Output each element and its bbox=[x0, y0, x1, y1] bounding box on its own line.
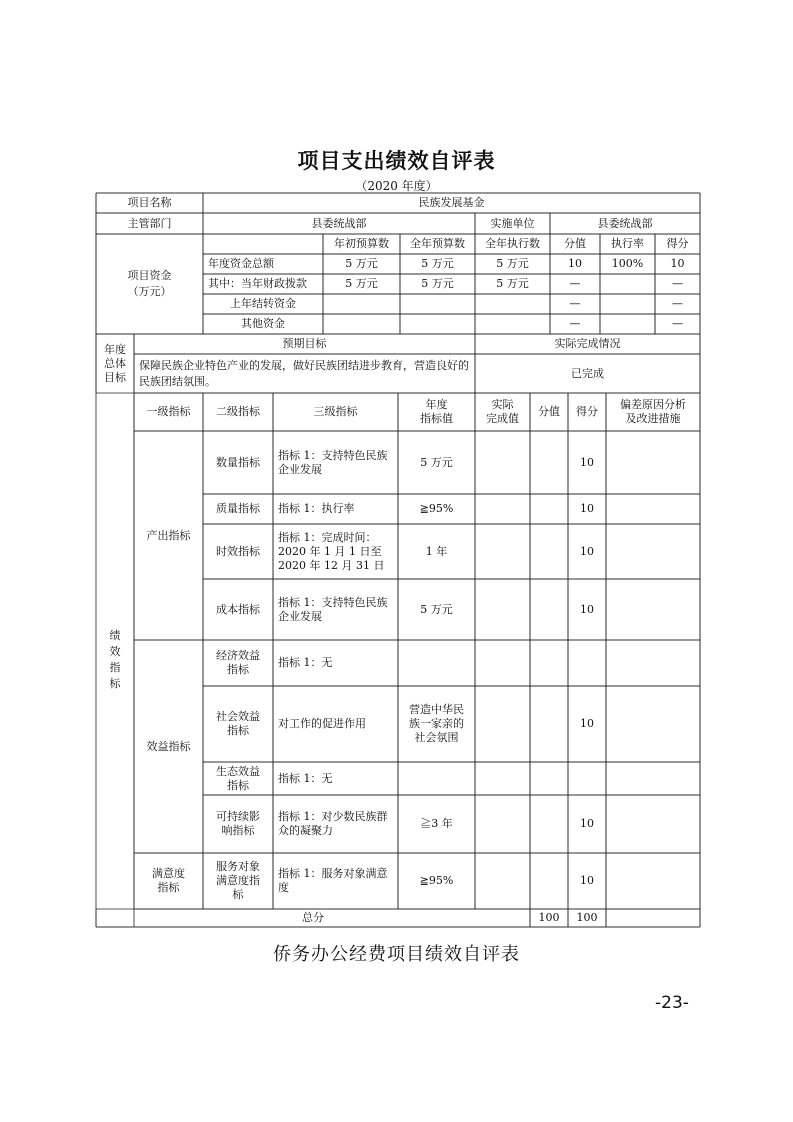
funds-cell bbox=[475, 314, 550, 334]
funds-cell: — bbox=[672, 317, 683, 330]
indicator-score: 10 bbox=[580, 455, 594, 469]
indicator-level2: 服务对象 满意度指 标 bbox=[216, 860, 260, 901]
indicator-target bbox=[398, 640, 475, 686]
total-weight: 100 bbox=[538, 911, 560, 924]
indicator-target bbox=[398, 762, 475, 795]
funds-header: 年初预算数 bbox=[334, 237, 389, 250]
total-label: 总分 bbox=[302, 911, 324, 924]
indicators-header: 年度 指标值 bbox=[420, 398, 453, 425]
indicator-level3: 指标 1：服务对象满意度 bbox=[278, 867, 388, 894]
indicator-level2: 可持续影 响指标 bbox=[216, 810, 260, 837]
indicator-target: ≧95% bbox=[419, 874, 454, 887]
indicator-weight bbox=[530, 795, 568, 853]
funds-cell: — bbox=[569, 297, 581, 310]
indicator-level3: 指标 1：执行率 bbox=[278, 502, 355, 515]
indicator-score: 10 bbox=[580, 544, 594, 558]
indicator-weight bbox=[530, 853, 568, 909]
funds-cell: 5 万元 bbox=[421, 277, 454, 290]
indicator-score bbox=[568, 640, 606, 686]
dept-value: 县委统战部 bbox=[311, 216, 367, 230]
indicator-actual bbox=[475, 640, 530, 686]
funds-cell bbox=[600, 294, 655, 314]
indicator-level1: 效益指标 bbox=[146, 739, 191, 753]
indicator-target: 5 万元 bbox=[420, 602, 453, 616]
project-name-value: 民族发展基金 bbox=[418, 196, 485, 209]
indicator-note bbox=[606, 640, 700, 686]
funds-cell bbox=[323, 314, 400, 334]
funds-cell: 5 万元 bbox=[421, 257, 454, 270]
funds-row-label: 其他资金 bbox=[241, 317, 285, 330]
indicator-actual bbox=[475, 853, 530, 909]
indicator-actual bbox=[475, 686, 530, 762]
indicator-weight bbox=[530, 762, 568, 795]
indicator-note bbox=[606, 795, 700, 853]
indicators-header: 一级指标 bbox=[146, 405, 191, 418]
indicator-weight bbox=[530, 524, 568, 579]
indicator-weight bbox=[530, 640, 568, 686]
indicator-level3: 指标 1：无 bbox=[278, 656, 333, 669]
indicator-actual bbox=[475, 579, 530, 640]
indicator-note bbox=[606, 524, 700, 579]
indicator-score: 10 bbox=[580, 717, 594, 730]
indicator-note bbox=[606, 853, 700, 909]
indicators-section-label: 绩 效 指 标 bbox=[109, 629, 121, 690]
indicator-target: 营造中华民 族一家亲的 社会氛围 bbox=[409, 703, 464, 744]
funds-cell: — bbox=[569, 317, 581, 330]
indicator-note bbox=[606, 431, 700, 494]
funds-cell bbox=[323, 294, 400, 314]
indicator-actual bbox=[475, 795, 530, 853]
funds-cell: 10 bbox=[568, 257, 582, 270]
indicator-actual bbox=[475, 494, 530, 524]
indicator-target: 5 万元 bbox=[420, 455, 453, 469]
indicator-note bbox=[606, 579, 700, 640]
impl-label: 实施单位 bbox=[490, 216, 535, 230]
indicator-level3: 指标 1：支持特色民族企业发展 bbox=[278, 595, 388, 623]
funds-cell bbox=[475, 294, 550, 314]
funds-header: 全年执行数 bbox=[485, 237, 540, 250]
year-subtitle: （2020 年度） bbox=[355, 179, 438, 193]
indicators-header: 得分 bbox=[576, 405, 598, 418]
indicator-weight bbox=[530, 431, 568, 494]
indicator-target: ≧3 年 bbox=[420, 817, 453, 830]
impl-value: 县委统战部 bbox=[597, 216, 653, 230]
indicators-header: 分值 bbox=[538, 405, 560, 418]
next-table-title: 侨务办公经费项目绩效自评表 bbox=[273, 944, 520, 965]
funds-header: 全年预算数 bbox=[410, 237, 465, 250]
funds-cell: 5 万元 bbox=[496, 257, 529, 270]
indicator-weight bbox=[530, 579, 568, 640]
funds-row-label: 上年结转资金 bbox=[230, 297, 296, 310]
indicators-header: 偏差原因分析 及改进措施 bbox=[620, 398, 686, 425]
goals-actual-header: 实际完成情况 bbox=[554, 337, 621, 350]
funds-header: 分值 bbox=[564, 237, 586, 250]
indicator-note bbox=[606, 494, 700, 524]
funds-header: 执行率 bbox=[611, 237, 644, 250]
indicator-note bbox=[606, 686, 700, 762]
indicator-score bbox=[568, 762, 606, 795]
indicator-actual bbox=[475, 524, 530, 579]
page-number: -23- bbox=[655, 993, 689, 1013]
indicators-header: 三级指标 bbox=[313, 405, 358, 418]
indicator-weight bbox=[530, 494, 568, 524]
funds-cell: — bbox=[672, 297, 683, 310]
funds-cell bbox=[600, 314, 655, 334]
goals-expected: 保障民族企业特色产业的发展，做好民族团结进步教育，营造良好的民族团结氛围。 bbox=[139, 358, 469, 388]
indicator-target: 1 年 bbox=[425, 544, 448, 558]
funds-cell bbox=[400, 294, 475, 314]
funds-cell: — bbox=[569, 277, 581, 290]
indicator-score: 10 bbox=[580, 817, 594, 830]
indicator-score: 10 bbox=[580, 602, 594, 616]
goals-actual: 已完成 bbox=[571, 366, 604, 380]
indicator-level2: 时效指标 bbox=[216, 544, 260, 558]
indicator-target: ≧95% bbox=[419, 502, 454, 515]
indicator-level1: 满意度 指标 bbox=[152, 867, 185, 894]
indicator-level3: 指标 1：完成时间： 2020 年 1 月 1 日至 2020 年 12 月 31 日 bbox=[278, 530, 385, 572]
funds-cell bbox=[400, 314, 475, 334]
indicator-level2: 生态效益 指标 bbox=[216, 764, 260, 792]
funds-cell: 5 万元 bbox=[345, 277, 378, 290]
indicator-level2: 质量指标 bbox=[216, 502, 260, 515]
indicator-level2: 数量指标 bbox=[216, 455, 260, 469]
funds-cell: 100% bbox=[611, 257, 644, 270]
funds-cell bbox=[600, 274, 655, 294]
goals-label: 年度 总体 目标 bbox=[104, 342, 126, 384]
indicator-weight bbox=[530, 686, 568, 762]
funds-cell: — bbox=[672, 277, 683, 290]
project-name-label: 项目名称 bbox=[127, 196, 172, 209]
indicator-level1: 产出指标 bbox=[146, 528, 191, 542]
funds-header: 得分 bbox=[666, 237, 689, 250]
indicator-level3: 对工作的促进作用 bbox=[278, 717, 366, 730]
indicator-actual bbox=[475, 431, 530, 494]
dept-label: 主管部门 bbox=[127, 216, 172, 230]
page-title: 项目支出绩效自评表 bbox=[297, 149, 496, 173]
funds-row-label: 其中：当年财政拨款 bbox=[208, 277, 307, 290]
indicator-level3: 指标 1：支持特色民族企业发展 bbox=[278, 448, 388, 476]
funds-cell: 5 万元 bbox=[345, 257, 378, 270]
indicators-header: 实际 完成值 bbox=[486, 398, 519, 425]
goals-expected-header: 预期目标 bbox=[282, 337, 327, 350]
indicator-score: 10 bbox=[580, 874, 594, 887]
funds-cell: 10 bbox=[670, 257, 685, 270]
funds-row-label: 年度资金总额 bbox=[208, 257, 274, 270]
indicator-score: 10 bbox=[580, 502, 594, 515]
indicator-level2: 成本指标 bbox=[216, 602, 260, 616]
funds-cell: 5 万元 bbox=[496, 277, 529, 290]
indicator-level3: 指标 1：对少数民族群众的凝聚力 bbox=[278, 810, 388, 837]
indicator-level2: 经济效益 指标 bbox=[216, 649, 260, 676]
indicator-actual bbox=[475, 762, 530, 795]
indicator-note bbox=[606, 762, 700, 795]
indicators-header: 二级指标 bbox=[216, 405, 260, 418]
indicator-level2: 社会效益 指标 bbox=[216, 710, 260, 737]
funds-label: 项目资金 （万元） bbox=[127, 269, 172, 298]
indicator-level3: 指标 1：无 bbox=[278, 771, 333, 785]
total-score: 100 bbox=[576, 911, 598, 924]
